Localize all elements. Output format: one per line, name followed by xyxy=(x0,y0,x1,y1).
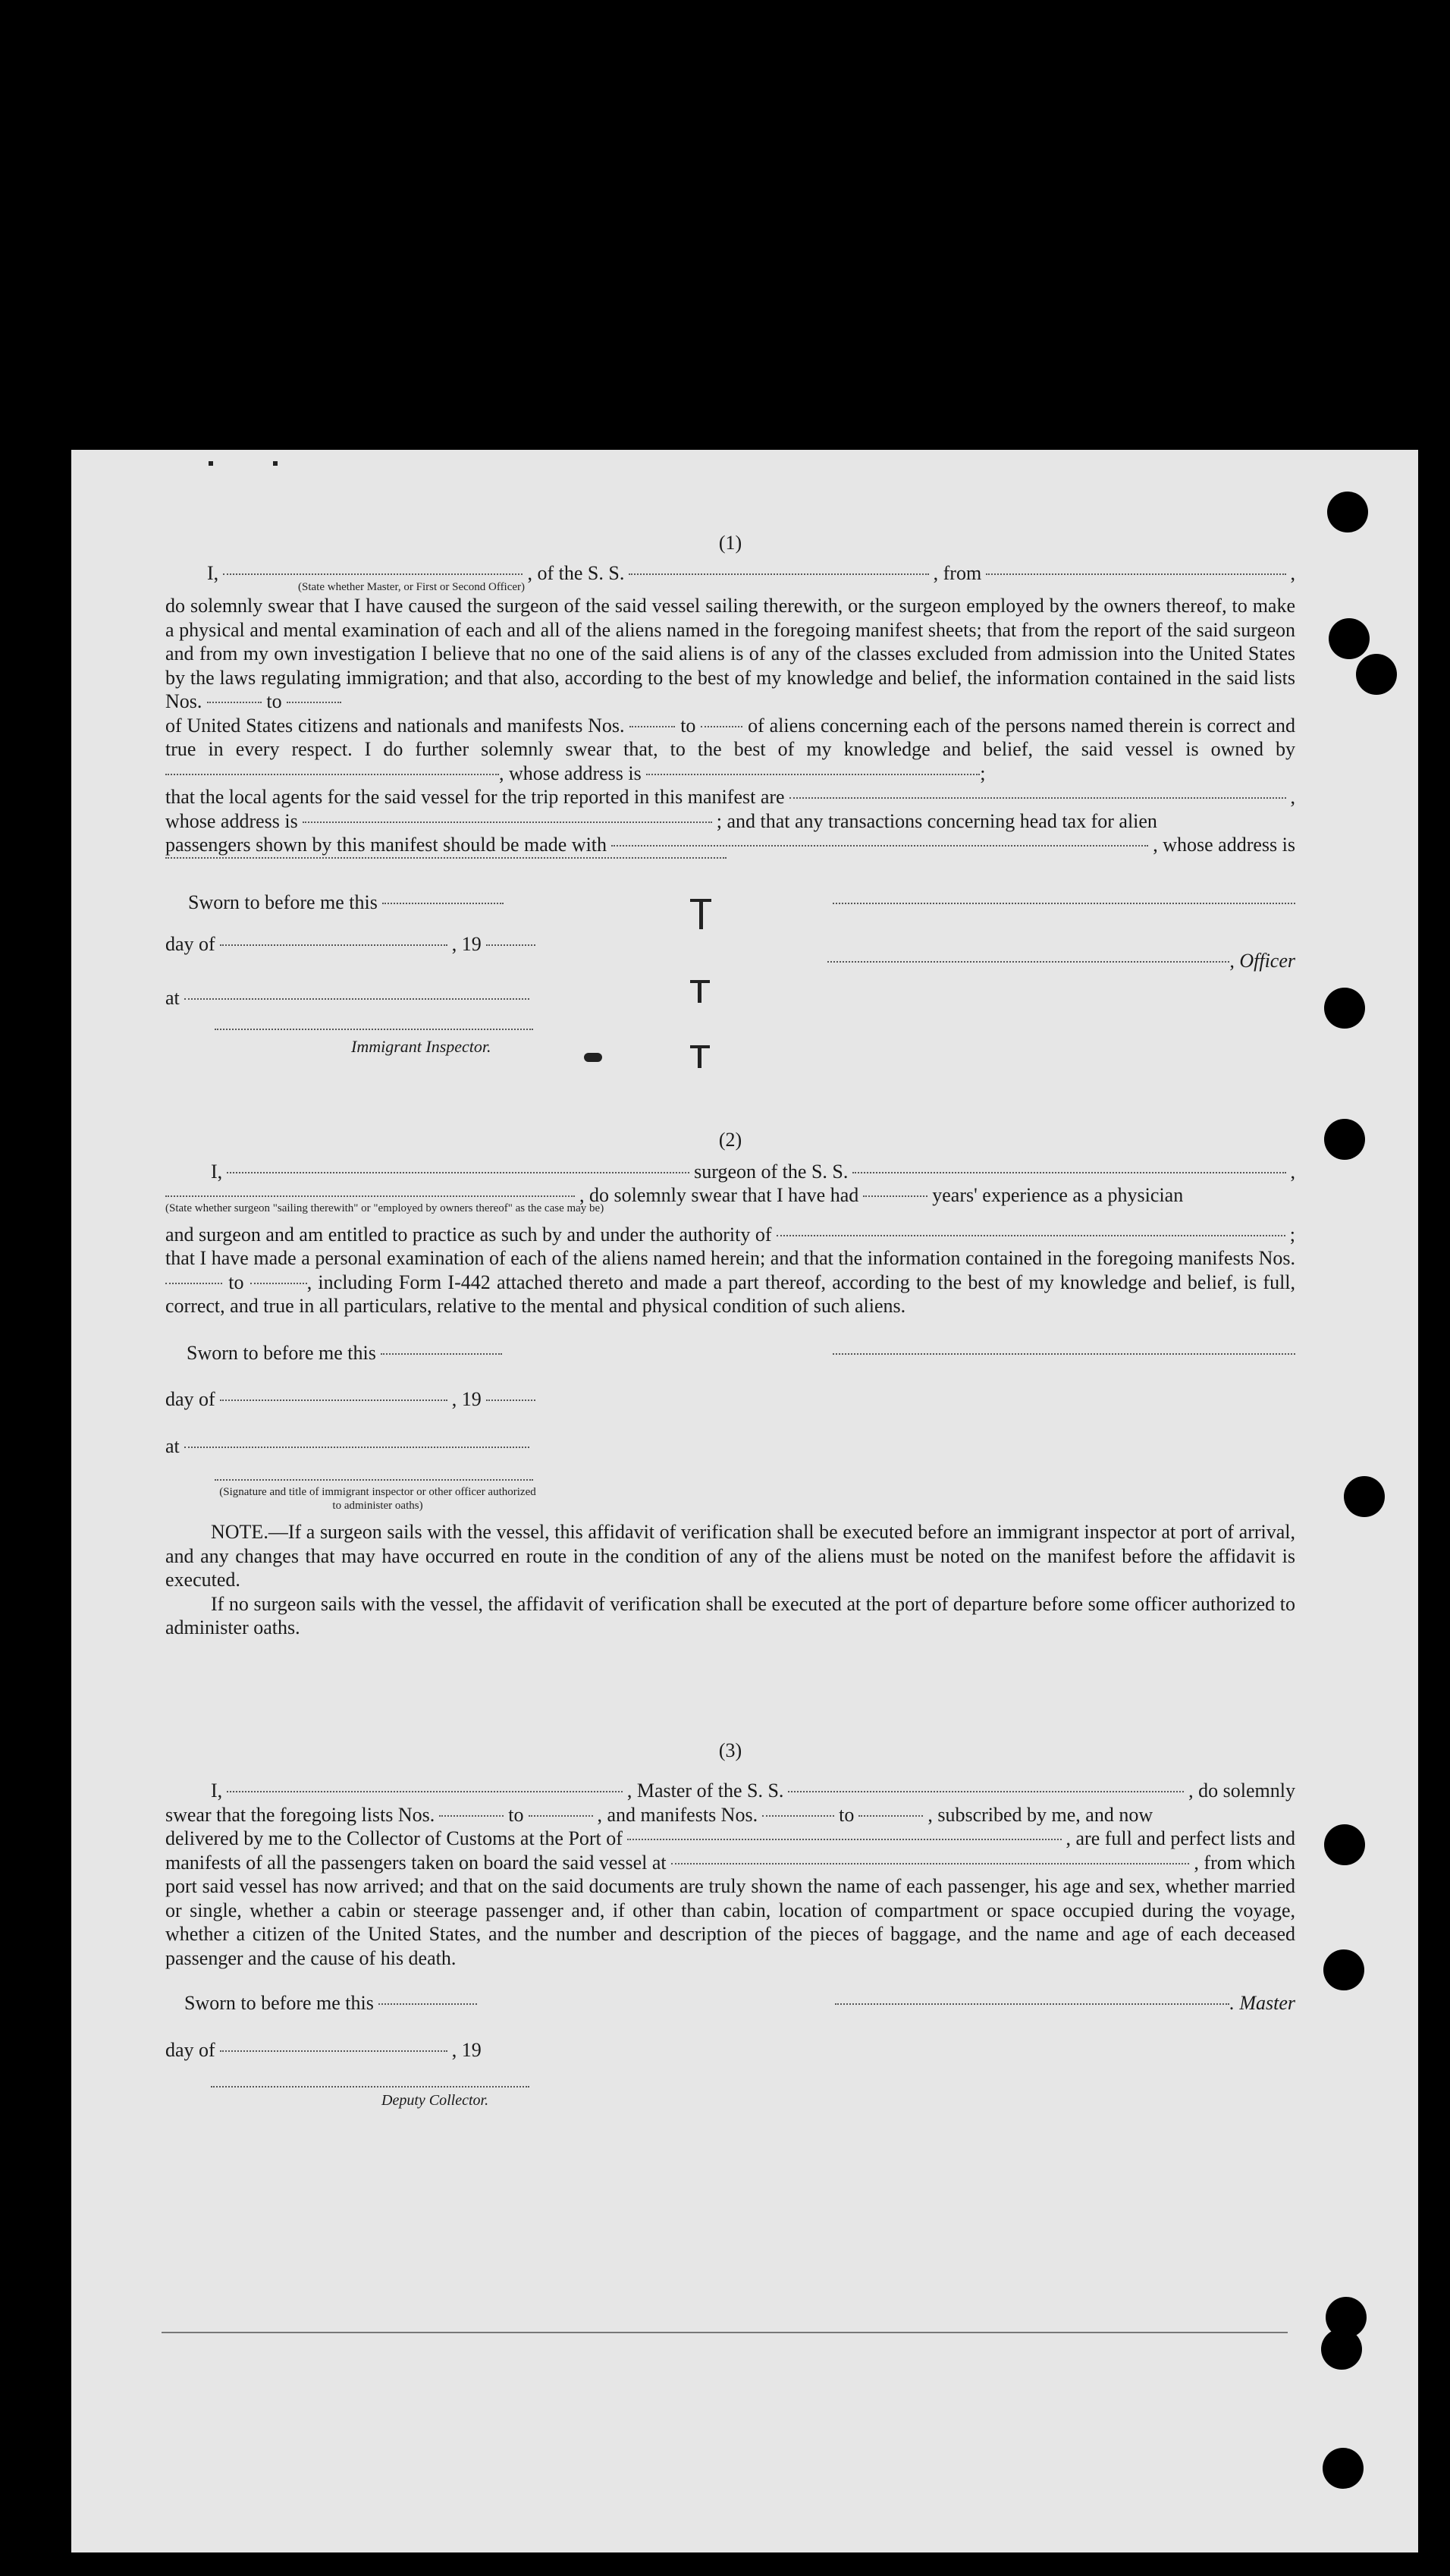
ink-mark xyxy=(273,461,278,466)
day-line: day of , 19 xyxy=(165,932,1295,957)
note-paragraph: NOTE.—If a surgeon sails with the vessel, this affidavit of verification shall be executed before an immigrant inspector at port of arrival, and any changes that may have occurred en route in the condition of any of the aliens must be noted on the manifest before the affidavit is executed. xyxy=(165,1521,1295,1591)
bottom-rule xyxy=(162,2332,1288,2333)
name-field xyxy=(223,573,523,575)
boarded-line: manifests of all the passengers taken on board the said vessel at , from which xyxy=(165,1851,1295,1874)
surgeon-line: I, surgeon of the S. S. , xyxy=(211,1160,1295,1183)
master-oath-line: I, , of the S. S. , from , xyxy=(207,561,1295,584)
field-caption: (State whether Master, or First or Second Officer) xyxy=(298,581,526,593)
oath-form xyxy=(165,531,1295,2113)
ink-mark xyxy=(690,980,710,983)
punch-hole xyxy=(1327,492,1368,532)
ink-mark xyxy=(209,461,213,466)
inspector-caption: Immigrant Inspector. xyxy=(351,1036,491,1056)
lists-line: swear that the foregoing lists Nos. to , and manifests Nos. to , subscribed by me, and now xyxy=(165,1803,1153,1826)
punch-hole xyxy=(1344,1476,1385,1517)
vessel-field xyxy=(629,573,928,575)
sworn-line: Sworn to before me this xyxy=(165,891,1295,915)
sworn-line: Sworn to before me this xyxy=(165,1341,1295,1365)
agents-line: that the local agents for the said vessel for the trip reported in this manifest are , xyxy=(165,786,1295,808)
note-paragraph: If no surgeon sails with the vessel, the affidavit of verification shall be executed at the port of departure before some officer authorized to administer oaths. xyxy=(165,1592,1295,1638)
ink-mark xyxy=(699,899,703,929)
authority-line: and surgeon and am entitled to practice as such by and under the authority of ; xyxy=(165,1223,1295,1246)
punch-hole xyxy=(1356,654,1397,695)
master-line: I, , Master of the S. S. , do solemnly xyxy=(211,1780,1295,1802)
collector-caption: Deputy Collector. xyxy=(381,2092,489,2109)
oath-paragraph: do solemnly swear that I have caused the surgeon of the said vessel sailing therewith, or the surgeon employed by the owners thereof, to make a physical and mental examination of each and all of the aliens named in the foregoing manifest sheets; that from the report of the said surgeon and from my own investigation I believe that no one of the said aliens is of any of the classes excluded from admission into the United States by the laws regulating immigration; and that also, according to the best of my knowledge and belief, the information contained in the said lists Nos. to xyxy=(165,595,1295,712)
section-number: (1) xyxy=(718,532,742,554)
at-line: at xyxy=(165,986,1295,1010)
officer-line: , Officer xyxy=(165,949,1295,973)
punch-hole xyxy=(1324,1824,1365,1865)
punch-hole xyxy=(1324,988,1365,1029)
punch-hole xyxy=(1323,1949,1364,1990)
ink-mark xyxy=(690,1045,710,1048)
at-line: at xyxy=(165,1434,1295,1459)
from-field xyxy=(986,573,1285,575)
punch-hole xyxy=(1329,618,1370,659)
master-paragraph: port said vessel has now arrived; and that on the said documents are truly shown the name of each passenger, his age and sex, whether married or single, whether a cabin or steerage passenger and, if other than cabin, location of compartment or space occupied during the voyage, whether a citizen of the United States, and the number and description of the pieces of baggage, and the name and age of each deceased passenger and the cause of his death. xyxy=(165,1875,1295,1969)
section-number: (2) xyxy=(718,1129,742,1151)
ink-mark xyxy=(584,1053,602,1062)
examination-paragraph: that I have made a personal examination of each of the aliens named herein; and that the information contained in the foregoing manifests Nos. to , including Form I-442 attached thereto and made a part thereof, according to the best of my knowledge and belief, is full, correct, and true in all particulars, relative to the mental and physical condition of such aliens. xyxy=(165,1247,1296,1317)
punch-hole xyxy=(1324,1119,1365,1160)
experience-line: , do solemnly swear that I have had years' experience as a physician xyxy=(165,1183,1295,1208)
section-number: (3) xyxy=(718,1739,742,1761)
day-line: day of , 19 xyxy=(165,2038,482,2061)
oath-paragraph-cont: of United States citizens and nationals and manifests Nos. to of aliens concerning each of the persons named therein is correct and true in every respect. I do further solemnly swear that, to the best of my knowledge and belief, the said vessel is owned by , whose address is ; xyxy=(165,714,1295,784)
punch-hole xyxy=(1321,2329,1362,2370)
day-line: day of , 19 xyxy=(165,1387,1295,1412)
ink-mark xyxy=(690,899,711,902)
signature-caption: (Signature and title of immigrant inspector or other officer authorized to administer oaths) xyxy=(219,1486,536,1512)
sworn-line: Sworn to before me this . Master xyxy=(184,1992,1295,2014)
port-line: delivered by me to the Collector of Customs at the Port of , are full and perfect lists and xyxy=(165,1827,1295,1849)
agents-address-line: whose address is ; and that any transactions concerning head tax for alien xyxy=(165,809,1157,832)
head-tax-line: passengers shown by this manifest should be made with , whose address is xyxy=(165,834,1295,856)
punch-hole xyxy=(1323,2448,1364,2489)
field-caption: (State whether surgeon "sailing therewith" or "employed by owners thereof" as the case may be) xyxy=(165,1202,604,1214)
ink-mark xyxy=(698,980,701,1003)
ink-mark xyxy=(698,1045,701,1068)
